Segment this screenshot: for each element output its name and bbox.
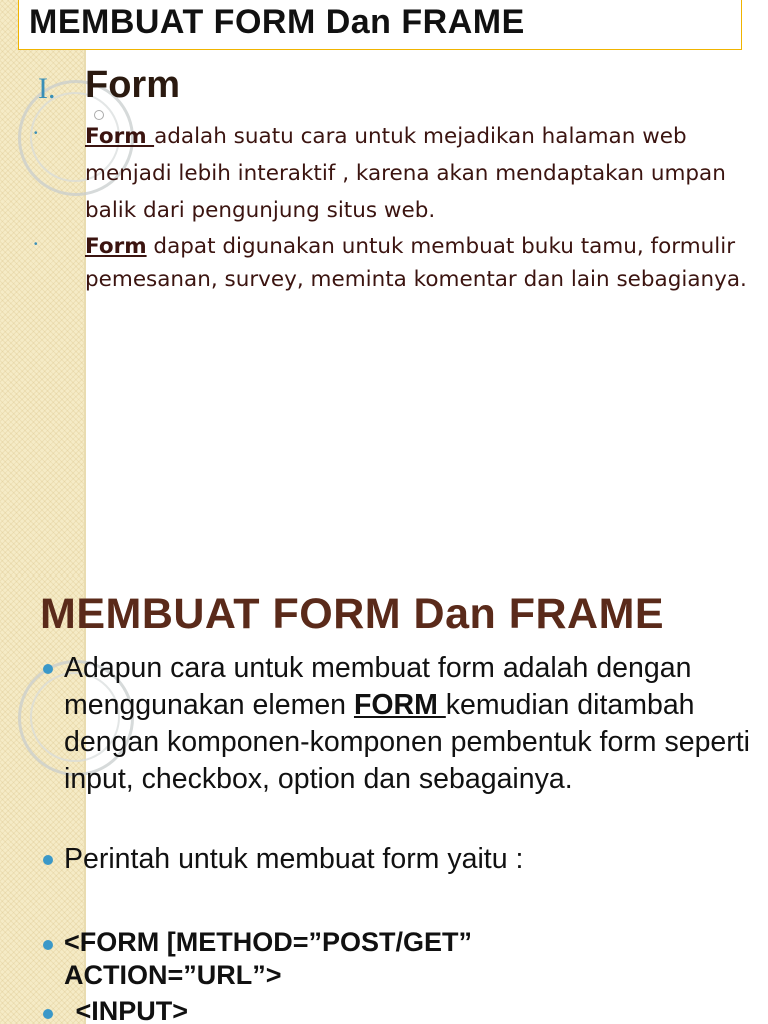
paragraph-text: Adapun cara untuk membuat form adalah dengan menggunakan elemen [64, 652, 692, 721]
keyword-form: Form [85, 124, 155, 149]
bullet-icon [43, 855, 53, 865]
paragraph-form-uses [85, 230, 750, 296]
bullet-icon [43, 940, 53, 950]
paragraph-form-definition [85, 118, 750, 229]
code-form-tag: <FORM [METHOD=”POST/GET” ACTION=”URL”> [64, 927, 473, 990]
slide-title: MEMBUAT FORM Dan FRAME [40, 590, 665, 638]
bullet-icon: • [34, 239, 38, 250]
slide-2 [0, 576, 768, 1024]
code-input-tag: <INPUT> [68, 996, 189, 1024]
keyword-form: FORM [353, 689, 446, 721]
bullet-icon [43, 664, 53, 674]
section-number: I. [38, 72, 56, 105]
paragraph-text: kemudian ditambah dengan komponen-komponen pembentuk form seperti input, checkbox, option dan sebagainya. [64, 689, 751, 795]
keyword-form: Form [85, 234, 147, 259]
paragraph-command-intro: Perintah untuk membuat form yaitu : [64, 843, 524, 875]
paragraph-text: dapat digunakan untuk membuat buku tamu, formulir pemesanan, survey, meminta komentar dan lain sebagianya. [85, 234, 747, 292]
paragraph-text: adalah suatu cara untuk mejadikan halaman web menjadi lebih interaktif , karena akan mendaptakan umpan balik dari pengunjung situs web. [85, 124, 726, 223]
section-heading: Form [85, 64, 180, 106]
bullet-icon [43, 1009, 53, 1019]
title-box [18, 0, 742, 50]
slide-title: MEMBUAT FORM Dan FRAME [29, 3, 525, 41]
bullet-icon: • [34, 128, 38, 139]
paragraph-form-element [64, 650, 754, 798]
